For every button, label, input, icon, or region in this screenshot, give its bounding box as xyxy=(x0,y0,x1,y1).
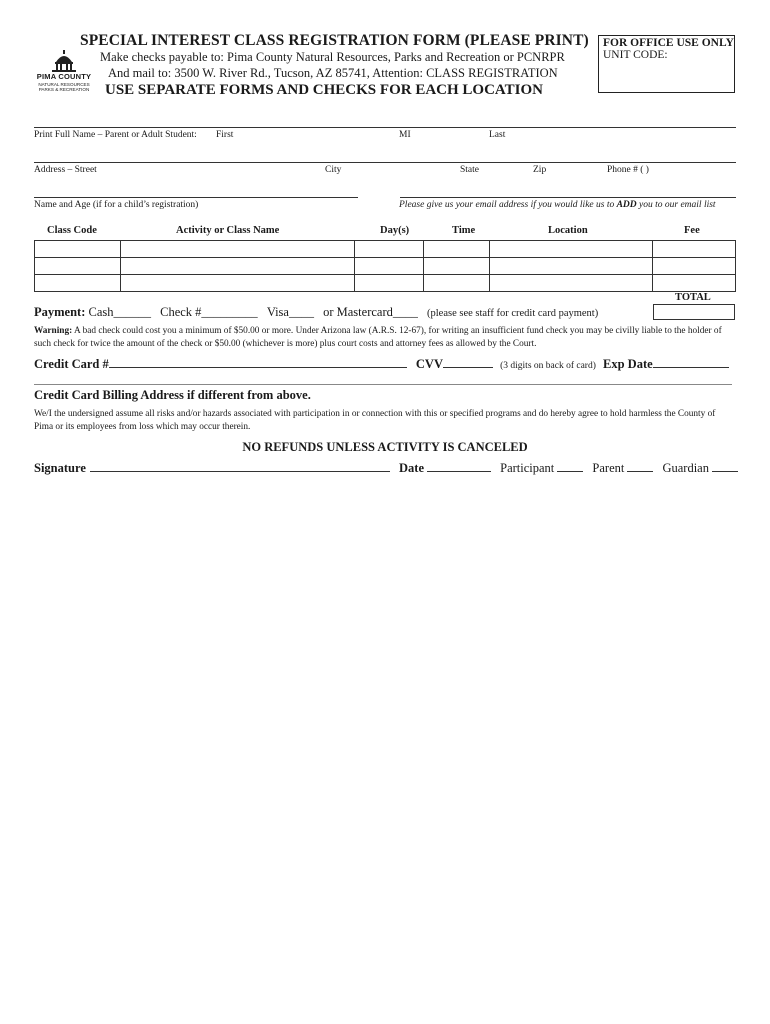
cvv-field[interactable] xyxy=(443,357,493,368)
phone-label: Phone # ( ) xyxy=(607,165,649,175)
total-label: TOTAL xyxy=(675,292,711,303)
signature-row xyxy=(34,461,738,476)
payment-row xyxy=(34,305,598,320)
email-line[interactable] xyxy=(400,197,736,198)
col-header-days: Day(s) xyxy=(380,225,410,236)
mi-label: MI xyxy=(399,130,411,140)
warning-label: Warning: xyxy=(34,326,73,336)
table-row xyxy=(35,241,736,258)
class-code-cell[interactable] xyxy=(35,258,121,275)
credit-card-field[interactable] xyxy=(109,357,407,368)
form-title: SPECIAL INTEREST CLASS REGISTRATION FORM (PLEASE PRINT) xyxy=(80,32,589,49)
participant-label: Participant xyxy=(500,461,555,475)
parent-check[interactable] xyxy=(627,461,653,472)
col-header-fee: Fee xyxy=(684,225,700,236)
mastercard-option[interactable]: or Mastercard____ xyxy=(323,305,418,319)
no-refunds-notice: NO REFUNDS UNLESS ACTIVITY IS CANCELED xyxy=(242,440,528,454)
exp-date-field[interactable] xyxy=(653,357,729,368)
participant-check[interactable] xyxy=(557,461,583,472)
parent-label: Parent xyxy=(592,461,625,475)
billing-line[interactable] xyxy=(34,384,732,385)
last-label: Last xyxy=(489,130,506,140)
name-label: Print Full Name – Parent or Adult Student: xyxy=(34,130,197,140)
activity-cell[interactable] xyxy=(120,241,354,258)
exp-date-label: Exp Date xyxy=(603,357,653,371)
col-header-activity: Activity or Class Name xyxy=(176,225,280,236)
credit-card-row xyxy=(34,357,729,372)
logo-sub-line1: NATURAL RESOURCES xyxy=(38,82,90,87)
courthouse-dome-icon xyxy=(30,50,98,72)
name-age-line[interactable] xyxy=(34,197,358,198)
col-header-time: Time xyxy=(452,225,476,236)
guardian-label: Guardian xyxy=(662,461,709,475)
location-cell[interactable] xyxy=(490,241,653,258)
mail-line: And mail to: 3500 W. River Rd., Tucson, AZ 85741, Attention: CLASS REGISTRATION xyxy=(108,66,558,80)
unit-code-label: UNIT CODE: xyxy=(603,49,668,61)
table-row xyxy=(35,258,736,275)
logo-name: PIMA COUNTY xyxy=(36,72,92,81)
class-table xyxy=(34,240,736,292)
office-use-box xyxy=(598,35,735,93)
warning-text xyxy=(34,325,736,350)
email-label-post: you to our email list xyxy=(636,200,716,210)
activity-cell[interactable] xyxy=(120,275,354,292)
billing-address-label: Credit Card Billing Address if different from above. xyxy=(34,388,311,402)
table-row xyxy=(35,275,736,292)
fee-cell[interactable] xyxy=(653,258,736,275)
class-code-cell[interactable] xyxy=(35,241,121,258)
fee-cell[interactable] xyxy=(653,275,736,292)
payment-note: (please see staff for credit card payment) xyxy=(427,308,599,319)
separate-forms-heading: USE SEPARATE FORMS AND CHECKS FOR EACH LOCATION xyxy=(105,82,543,98)
time-cell[interactable] xyxy=(424,258,490,275)
city-label: City xyxy=(325,165,342,175)
pima-county-logo xyxy=(30,50,98,102)
payment-label: Payment: xyxy=(34,305,86,319)
signature-label: Signature xyxy=(34,461,86,475)
fee-cell[interactable] xyxy=(653,241,736,258)
guardian-check[interactable] xyxy=(712,461,738,472)
location-cell[interactable] xyxy=(490,275,653,292)
cash-option[interactable]: Cash______ xyxy=(88,305,151,319)
warning-body: A bad check could cost you a minimum of $50.00 or more. Under Arizona law (A.R.S. 12-67), for writing an insufficient fund check you may be civilly liable to the holder of such check for twice the amount of the check or $50.00 (whichever is more) plus court costs and attorney fees as allowed by the Court. xyxy=(34,326,722,349)
address-label: Address – Street xyxy=(34,165,97,175)
cvv-note: (3 digits on back of card) xyxy=(500,361,596,371)
col-header-location: Location xyxy=(548,225,588,236)
signature-field[interactable] xyxy=(90,461,390,472)
location-cell[interactable] xyxy=(490,258,653,275)
visa-option[interactable]: Visa____ xyxy=(266,305,314,319)
payable-line: Make checks payable to: Pima County Natural Resources, Parks and Recreation or PCNRPR xyxy=(100,50,565,64)
email-label xyxy=(399,200,716,210)
col-header-class-code: Class Code xyxy=(47,225,97,236)
time-cell[interactable] xyxy=(424,275,490,292)
time-cell[interactable] xyxy=(424,241,490,258)
name-line[interactable] xyxy=(34,127,736,128)
cvv-label: CVV xyxy=(415,357,443,371)
days-cell[interactable] xyxy=(354,241,424,258)
date-field[interactable] xyxy=(427,461,491,472)
activity-cell[interactable] xyxy=(120,258,354,275)
class-code-cell[interactable] xyxy=(35,275,121,292)
date-label: Date xyxy=(399,461,424,475)
office-use-title: FOR OFFICE USE ONLY xyxy=(603,37,734,49)
email-label-pre: Please give us your email address if you would like us to xyxy=(399,200,617,210)
address-line[interactable] xyxy=(34,162,736,163)
email-label-add: ADD xyxy=(616,200,637,210)
zip-label: Zip xyxy=(533,165,547,175)
name-age-label: Name and Age (if for a child’s registration) xyxy=(34,200,199,210)
total-field[interactable] xyxy=(653,304,735,320)
logo-sub-line2: PARKS & RECREATION xyxy=(38,87,90,92)
first-label: First xyxy=(216,130,234,140)
days-cell[interactable] xyxy=(354,258,424,275)
assume-risk-text: We/I the undersigned assume all risks and/or hazards associated with participation in or connection with this or specified programs and do hereby agree to hold harmless the County of Pima or its employees from loss which may occur therein. xyxy=(34,409,716,432)
check-option[interactable]: Check #_________ xyxy=(160,305,258,319)
credit-card-label: Credit Card # xyxy=(34,357,109,371)
days-cell[interactable] xyxy=(354,275,424,292)
state-label: State xyxy=(460,165,479,175)
